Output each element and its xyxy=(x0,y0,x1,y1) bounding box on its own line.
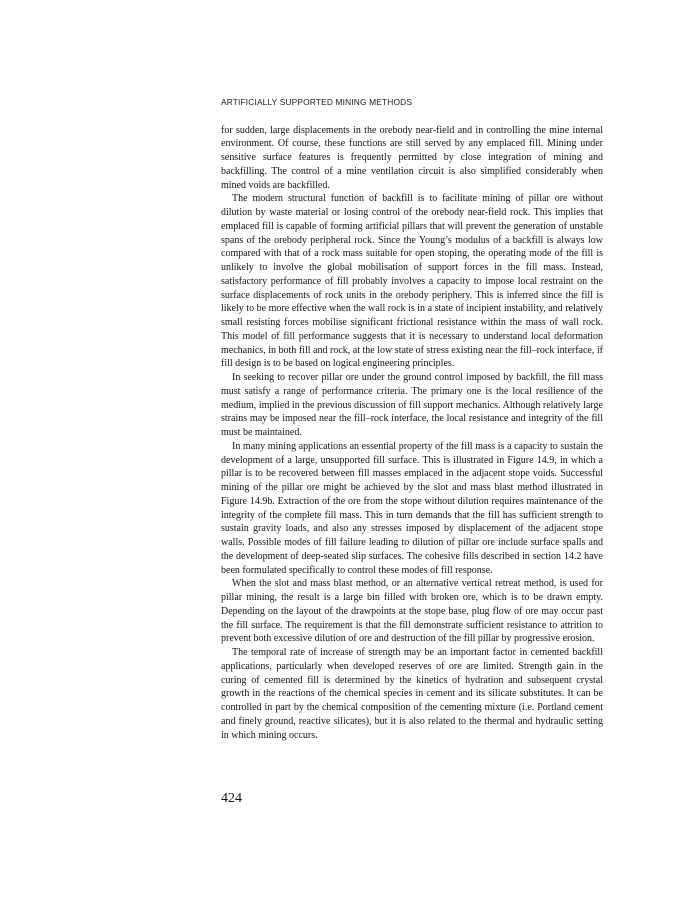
paragraph-1: for sudden, large displacements in the orebody near-field and in controlling the mine internal environment. Of course, these functions are still served by any emplaced fill. Mining under sensitive surface features is frequently permitted by close integration of mining and backfilling. The control of a mine ventilation circuit is also simplified considerably when mined voids are backfilled. xyxy=(221,124,603,191)
paragraph-6: The temporal rate of increase of strength may be an important factor in cemented backfill applications, particularly when developed reserves of ore are limited. Strength gain in the curing of cemented fill is determined by the kinetics of hydration and subsequent crystal growth in the reactions of the chemical species in cement and its silicate substitutes. It can be controlled in part by the chemical composition of the cementing mixture (i.e. Portland cement and finely ground, reactive silicates), but it is also related to the thermal and hydraulic setting in which mining occurs. xyxy=(221,647,603,741)
running-head: ARTIFICIALLY SUPPORTED MINING METHODS xyxy=(221,97,413,107)
paragraph-5: When the slot and mass blast method, or an alternative vertical retreat method, is used for pillar mining, the result is a large bin filled with broken ore, which is to be drawn empty. Depending on the layout of the drawpoints at the stope base, plug flow of ore may occur past the fill surface. The requirement is that the fill demonstrate sufficient resistance to attrition to prevent both excessive dilution of ore and destruction of the fill pillar by progressive erosion. xyxy=(221,578,603,645)
page-number: 424 xyxy=(221,791,242,806)
body-text xyxy=(221,124,603,743)
paragraph-2: The modern structural function of backfill is to facilitate mining of pillar ore without dilution by waste material or losing control of the orebody near-field rock. This implies that emplaced fill is capable of forming artificial pillars that will prevent the generation of unstable spans of the orebody peripheral rock. Since the Young’s modulus of a backfill is always low compared with that of a rock mass suitable for open stoping, the operating mode of the fill is unlikely to involve the global mobilisation of support forces in the fill mass. Instead, satisfactory performance of fill probably involves a capacity to impose local restraint on the surface displacements of rock units in the orebody periphery. This is inferred since the fill is likely to be more effective when the wall rock is in a state of incipient instability, and relatively small resisting forces mobilise significant frictional resistance within the mass of wall rock. This model of fill performance suggests that it is necessary to understand local deformation mechanics, in both fill and rock, at the low state of stress existing near the fill–rock interface, if fill design is to be based on logical engineering principles. xyxy=(221,193,603,370)
paragraph-4: In many mining applications an essential property of the fill mass is a capacity to sustain the development of a large, unsupported fill surface. This is illustrated in Figure 14.9, in which a pillar is to be recovered between fill masses emplaced in the adjacent stope voids. Successful mining of the pillar ore might be achieved by the slot and mass blast method illustrated in Figure 14.9b. Extraction of the ore from the stope without dilution requires maintenance of the integrity of the complete fill mass. This in turn demands that the fill has sufficient strength to sustain gravity loads, and also any stresses imposed by displacement of the adjacent stope walls. Possible modes of fill failure leading to dilution of pillar ore include surface spalls and the development of deep-seated slip surfaces. The cohesive fills described in section 14.2 have been formulated specifically to control these modes of fill response. xyxy=(221,440,603,576)
paragraph-3: In seeking to recover pillar ore under the ground control imposed by backfill, the fill mass must satisfy a range of performance criteria. The primary one is the local resilience of the medium, implied in the previous discussion of fill support mechanics. Although relatively large strains may be imposed near the fill–rock interface, the local resistance and integrity of the fill must be maintained. xyxy=(221,372,603,438)
